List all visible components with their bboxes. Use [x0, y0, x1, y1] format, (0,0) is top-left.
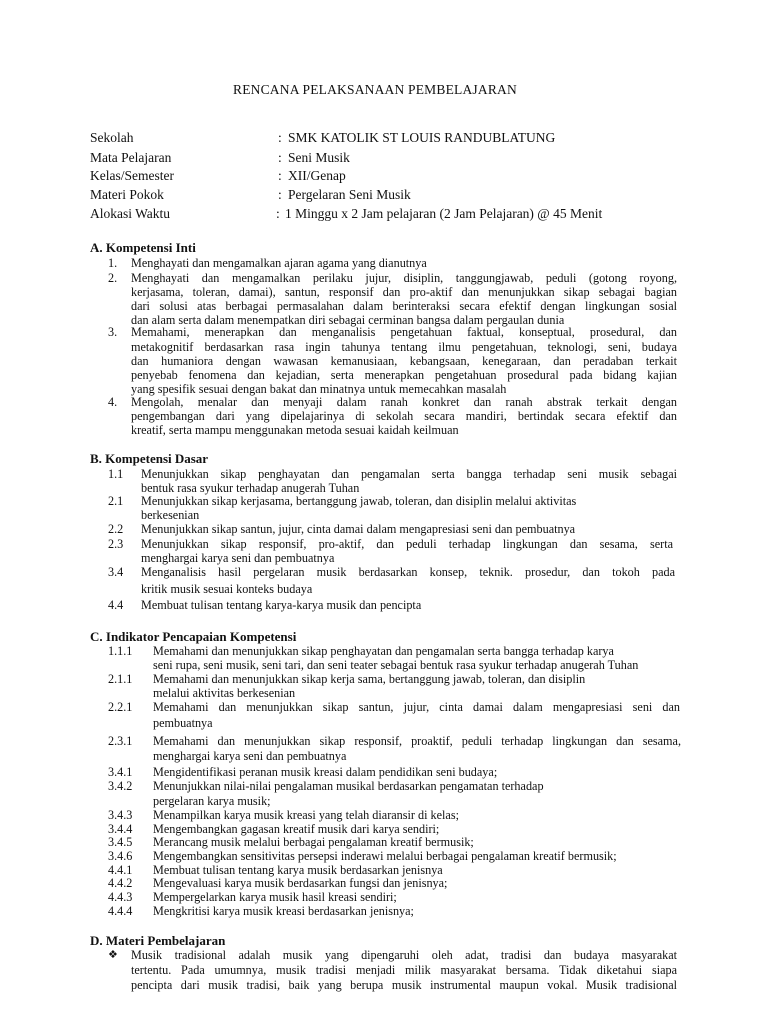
list-number: 2.2.1 — [108, 700, 133, 714]
list-number: 3.4 — [108, 565, 124, 579]
identity-label-class: Kelas/Semester — [90, 168, 174, 183]
list-item-text: Memahami, menerapkan dan menganalisis pengetahuan faktual, konseptual, prosedural, dan — [131, 325, 677, 339]
list-item-text: Menunjukkan sikap penghayatan dan pengamalan serta bangga terhadap seni musik sebagai — [141, 467, 677, 481]
identity-label-school: Sekolah — [90, 130, 134, 145]
list-item-text: Menganalisis hasil pergelaran musik berdasarkan konsep, teknik. prosedur, dan tokoh pada — [141, 565, 675, 579]
list-number: 4. — [108, 395, 118, 409]
list-number: 4.4.3 — [108, 890, 133, 904]
list-item-text: Menghayati dan mengamalkan perilaku jujur, disiplin, tanggungjawab, peduli (gotong royong, — [131, 271, 677, 285]
identity-colon: : — [278, 187, 282, 202]
section-b-heading: B. Kompetensi Dasar — [90, 451, 209, 466]
list-item-text: Merancang musik melalui berbagai pengalaman kreatif bermusik; — [153, 835, 474, 849]
list-number: 4.4.1 — [108, 863, 133, 877]
document-title: RENCANA PELAKSANAAN PEMBELAJARAN — [233, 82, 517, 97]
identity-colon: : — [278, 150, 282, 165]
list-item-text: Memahami dan menunjukkan sikap penghayatan dan pengamalan serta bangga terhadap karya — [153, 644, 614, 658]
section-c-heading: C. Indikator Pencapaian Kompetensi — [90, 629, 297, 644]
section-d-heading: D. Materi Pembelajaran — [90, 933, 226, 948]
list-item-text: penyebab fenomena dan kejadian, serta menerapkan pengetahuan prosedural pada bidang kajian — [131, 368, 677, 382]
list-item-text: Menunjukkan sikap santun, jujur, cinta damai dalam mengapresiasi seni dan pembuatnya — [141, 522, 576, 536]
section-a-heading: A. Kompetensi Inti — [90, 240, 196, 255]
list-item-text: Mengolah, menalar dan menyaji dalam ranah konkret dan ranah abstrak terkait dengan — [131, 395, 677, 409]
list-number: 3.4.2 — [108, 779, 133, 793]
diamond-bullet-icon: ❖ — [108, 948, 118, 961]
list-item-text: Memahami dan menunjukkan sikap responsif, proaktif, peduli terhadap lingkungan dan sesama, — [153, 734, 681, 748]
list-number: 1.1.1 — [108, 644, 133, 658]
list-number: 3.4.3 — [108, 808, 133, 822]
list-item-text: Mengidentifikasi peranan musik kreasi dalam pendidikan seni budaya; — [153, 765, 498, 779]
identity-label-subject: Mata Pelajaran — [90, 150, 172, 165]
list-item-text: pembuatnya — [153, 716, 213, 730]
list-item-text: dan humaniora dengan wawasan kemanusiaan, kebangsaan, kenegaraan, dan peradaban terkait — [131, 354, 677, 368]
list-item-text: Menunjukkan nilai-nilai pengalaman musikal berdasarkan pengamatan terhadap — [153, 779, 544, 793]
identity-colon: : — [278, 130, 282, 145]
list-item-text: menghargai karya seni dan pembuatnya — [141, 551, 335, 565]
identity-value-time: 1 Minggu x 2 Jam pelajaran (2 Jam Pelajaran) @ 45 Menit — [285, 206, 603, 221]
list-item-text: Menunjukkan sikap responsif, pro-aktif, dan peduli terhadap lingkungan dan sesama, serta — [141, 537, 673, 551]
list-number: 3.4.1 — [108, 765, 133, 779]
list-number: 3.4.4 — [108, 822, 133, 836]
list-number: 2.1.1 — [108, 672, 133, 686]
list-item-text: Mengevaluasi karya musik berdasarkan fungsi dan jenisnya; — [153, 876, 448, 890]
identity-value-school: SMK KATOLIK ST LOUIS RANDUBLATUNG — [288, 130, 556, 145]
list-item-text: Memahami dan menunjukkan sikap kerja sama, bertanggung jawab, toleran, dan disiplin — [153, 672, 586, 686]
list-number: 2. — [108, 271, 118, 285]
list-item-text: berkesenian — [141, 508, 200, 522]
list-item-text: menghargai karya seni dan pembuatnya — [153, 749, 347, 763]
identity-label-time: Alokasi Waktu — [90, 206, 171, 221]
identity-label-topic: Materi Pokok — [90, 187, 164, 202]
list-item-text: seni rupa, seni musik, seni tari, dan seni teater sebagai bentuk rasa syukur terhadap anugerah Tuhan — [153, 658, 639, 672]
list-number: 4.4 — [108, 598, 124, 612]
list-number: 1.1 — [108, 467, 124, 481]
list-item-text: dan alam serta dalam menempatkan diri sebagai cerminan bangsa dalam pergaulan dunia — [131, 313, 565, 327]
list-number: 4.4.4 — [108, 904, 133, 918]
list-item-text: Mengembangkan gagasan kreatif musik dari karya sendiri; — [153, 822, 440, 836]
list-item-text: Menghayati dan mengamalkan ajaran agama yang dianutnya — [131, 256, 427, 270]
list-number: 2.3 — [108, 537, 124, 551]
list-number: 3.4.6 — [108, 849, 133, 863]
list-item-text: dari solusi atas berbagai permasalahan dalam berinteraksi secara efektif dengan lingkungan sosial — [131, 299, 677, 313]
identity-value-class: XII/Genap — [288, 168, 346, 183]
list-item-text: melalui aktivitas berkesenian — [153, 686, 296, 700]
list-number: 3.4.5 — [108, 835, 133, 849]
identity-colon: : — [276, 206, 280, 221]
list-item-text: Mengkritisi karya musik kreasi berdasarkan jenisnya; — [153, 904, 414, 918]
list-item-text: Membuat tulisan tentang karya musik berdasarkan jenisnya — [153, 863, 443, 877]
list-item-text: kreatif, serta mampu menggunakan metoda sesuai kaidah keilmuan — [131, 423, 459, 437]
list-item-text: Menunjukkan sikap kerjasama, bertanggung jawab, toleran, dan disiplin melalui aktivitas — [141, 494, 577, 508]
list-item-text: yang spesifik sesuai dengan bakat dan minatnya untuk memecahkan masalah — [131, 382, 507, 396]
list-number: 2.1 — [108, 494, 124, 508]
paragraph-line: tertentu. Pada umumnya, musik tradisi menjadi milik masyarakat bersama. Tidak diketahui siapa — [131, 963, 677, 977]
list-number: 2.2 — [108, 522, 124, 536]
list-item-text: Mengembangkan sensitivitas persepsi inderawi melalui berbagai pengalaman kreatif bermusik; — [153, 849, 617, 863]
list-number: 4.4.2 — [108, 876, 133, 890]
paragraph-line: Musik tradisional adalah musik yang dipengaruhi oleh adat, tradisi dan budaya masyarakat — [131, 948, 677, 962]
list-item-text: Membuat tulisan tentang karya-karya musik dan pencipta — [141, 598, 422, 612]
list-item-text: metakognitif berdasarkan rasa ingin tahunya tentang ilmu pengetahuan, teknologi, seni, budaya — [131, 340, 677, 354]
list-item-text: pengembangan dari yang dipelajarinya di sekolah secara mandiri, bertindak secara efektif dan — [131, 409, 677, 423]
list-item-text: Mempergelarkan karya musik hasil kreasi sendiri; — [153, 890, 397, 904]
list-number: 2.3.1 — [108, 734, 133, 748]
list-item-text: kerjasama, toleran, damai), santun, responsif dan pro-aktif dan menunjukkan sikap sebagai bagian — [131, 285, 677, 299]
list-item-text: bentuk rasa syukur terhadap anugerah Tuhan — [141, 481, 360, 495]
list-item-text: pergelaran karya musik; — [153, 794, 271, 808]
list-number: 3. — [108, 325, 118, 339]
paragraph-line: pencipta dari musik tradisi, baik yang berupa musik instrumental maupun vokal. Musik tradisional — [131, 978, 677, 992]
list-number: 1. — [108, 256, 118, 270]
identity-value-topic: Pergelaran Seni Musik — [288, 187, 411, 202]
list-item-text: Memahami dan menunjukkan sikap santun, jujur, cinta damai dalam mengapresiasi seni dan — [153, 700, 680, 714]
list-item-text: kritik musik sesuai konteks budaya — [141, 582, 313, 596]
identity-colon: : — [278, 168, 282, 183]
list-item-text: Menampilkan karya musik kreasi yang telah diaransir di kelas; — [153, 808, 459, 822]
identity-value-subject: Seni Musik — [288, 150, 350, 165]
